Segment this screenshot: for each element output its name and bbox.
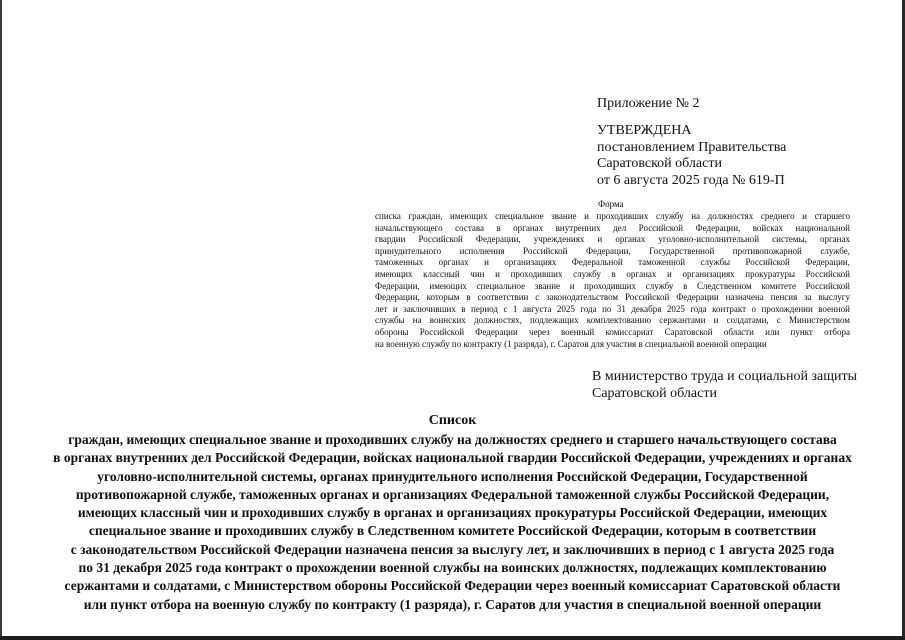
list-description-line: противопожарной службе, таможенных органах и организациях Федеральной таможенной службы Российской Федерации, [75,486,830,502]
form-description-line: начальствующего состава в органах внутренних дел Российской Федерации, войсках национальной [375,222,850,233]
form-description-line: принудительного исполнения Российской Федерации, Государственной противопожарной службе, [375,245,850,256]
form-description-line: гвардии Российской Федерации, учреждениях и органах уголовно-исполнительной системы, органах [375,234,850,245]
scan-edge-bottom [0,636,905,640]
form-description-line: службы на воинских должностях, подлежащих комплектованию сержантами и солдатами, с Министерством [375,315,850,326]
list-description-line: сержантами и солдатами, с Министерством обороны Российской Федерации через военный комиссариат Саратовской области [64,578,841,594]
list-description-line: с законодательством Российской Федерации назначена пенсия за выслугу лет, и заключивших в период с 1 августа 2025 года [70,541,835,557]
list-description-line: или пункт отбора на военную службу по контракту (1 разряда), г. Саратов для участия в специальной военной операции [83,596,822,612]
recipient-block [592,369,857,402]
form-description-line: таможенных органах и организациях Федеральной таможенной службы Российской Федерации, [375,257,850,268]
list-description-line: имеющих классный чин и проходивших службу в органах и организациях прокуратуры Российской Федерации, имеющих [77,505,828,521]
approved-line: от 6 августа 2025 года № 619-П [597,172,785,188]
approval-block [597,123,786,189]
approved-line: Саратовской области [597,156,722,171]
list-description-line: уголовно-исполнительной системы, органах принудительного исполнения Российской Федерации, Государственной [97,468,808,484]
form-description-line: имеющих классный чин и проходивших службу в органах и организациях прокуратуры Российской [375,268,850,279]
approved-title: УТВЕРЖДЕНА [597,123,692,138]
form-description-line: Федерации, имеющих специальное звание и проходивших службу в Следственном комитете Российской [375,280,850,291]
list-description [20,431,885,614]
form-description [375,211,850,350]
recipient-line: В министерство труда и социальной защиты [592,369,858,384]
appendix-number: Приложение № 2 [597,96,700,111]
form-description-line: на военную службу по контракту (1 разряда), г. Саратов для участия в специальной военной операции [375,338,767,349]
form-label: Форма [598,199,624,209]
scan-edge-left [0,0,2,640]
approved-line: постановлением Правительства [597,139,787,155]
form-description-line: Федерации, которым в соответствии с законодательством Российской Федерации назначена пенсия за выслугу [375,292,850,303]
list-description-line: в органах внутренних дел Российской Федерации, войсках национальной гвардии Российской Федерации, учреждениях и органах [53,450,852,466]
form-description-line: списка граждан, имеющих специальное звание и проходивших службу на должностях среднего и старшего [375,211,850,221]
list-description-line: специальное звание и проходивших службу в Следственном комитете Российской Федерации, которым в соответствии [88,523,817,539]
form-description-line: лет и заключивших в период с 1 августа 2025 года по 31 декабря 2025 года контракт о прохождении военной [375,303,850,314]
list-description-line: по 31 декабря 2025 года контракт о прохождении военной службы на воинских должностях, подлежащих комплектованию [78,560,827,576]
list-description-line: граждан, имеющих специальное звание и проходивших службу на должностях среднего и старшего начальствующего состава [68,432,837,447]
recipient-line: Саратовской области [592,385,717,401]
list-title: Список [428,413,477,428]
form-description-line: обороны Российской Федерации через военный комиссариат Саратовской области или пункт отбора [375,326,850,337]
